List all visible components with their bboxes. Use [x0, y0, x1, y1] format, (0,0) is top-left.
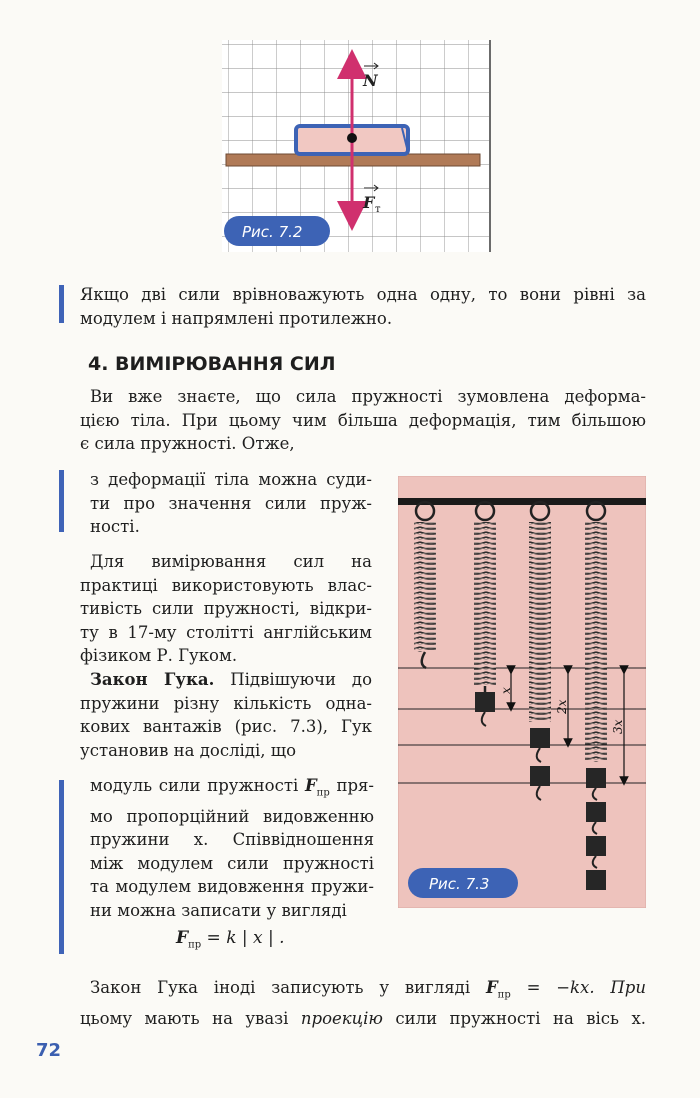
note-accent-bar	[59, 470, 64, 532]
measurement-line: тивість сили пружності, відкри-	[80, 599, 372, 618]
closing-subscript: пр	[497, 989, 511, 1001]
center-point	[347, 133, 357, 143]
svg-text:F: F	[363, 193, 375, 212]
measurement-line: ту в 17-му столітті англійським	[80, 622, 372, 642]
rule-line: модулем і напрямлені протилежно.	[80, 308, 393, 328]
law-line: між модулем сили пружності	[90, 853, 374, 873]
figure-7-3-caption: Рис. 7.3	[429, 875, 490, 893]
hooke-formula	[176, 928, 285, 950]
closing-paragraph	[80, 976, 646, 1030]
law-line: пря-	[336, 776, 374, 795]
note-line: з деформації тіла можна суди-	[90, 470, 372, 489]
hooke-line: пружини різну кількість одна-	[80, 693, 372, 713]
measurement-paragraph	[80, 550, 372, 668]
figure-7-3	[398, 476, 646, 908]
law-line: ни можна записати у вигляді	[90, 900, 347, 920]
intro-paragraph	[80, 385, 646, 456]
rule-accent-bar	[59, 285, 64, 323]
law-line: пружини x. Співвідношення	[90, 830, 374, 850]
hooke-title: Закон Гука.	[90, 670, 215, 689]
closing-line: цьому мають на увазі	[80, 1008, 289, 1028]
law-line: та модулем видовження пружи-	[90, 877, 374, 897]
closing-line: сили пружності на вісь x.	[395, 1008, 647, 1028]
closing-equation: = −kx. При	[510, 978, 646, 997]
law-line: мо пропорційний видовженню	[90, 806, 374, 826]
support-rod	[398, 498, 646, 505]
measurement-line: Для вимірювання сил на	[90, 552, 372, 571]
note-line: ти про значення сили пруж-	[90, 493, 372, 513]
figure-7-2-caption: Рис. 7.2	[242, 223, 303, 241]
intro-line: Ви вже знаєте, що сила пружності зумовлена деформа-	[90, 387, 646, 406]
closing-line: Закон Гука іноді записують у вигляді	[90, 978, 471, 997]
deformation-note	[90, 468, 372, 539]
formula-subscript: пр	[188, 939, 202, 951]
law-statement	[90, 774, 374, 922]
spring-2	[474, 502, 496, 726]
measurement-line: фізиком Р. Гуком.	[80, 646, 238, 665]
formula-f: F	[176, 928, 189, 948]
symbol-f: F	[304, 776, 317, 795]
closing-emphasis: проекцію	[300, 1008, 383, 1028]
svg-text:т: т	[375, 204, 381, 215]
svg-text:2x: 2x	[555, 699, 569, 714]
formula-body: = k | x | .	[201, 928, 285, 948]
measurement-line: практиці використовують влас-	[80, 575, 372, 595]
svg-text:N: N	[363, 71, 378, 90]
balance-rule	[80, 283, 646, 330]
law-accent-bar	[59, 780, 64, 954]
closing-f: F	[485, 978, 498, 997]
hooke-line: кових вантажів (рис. 7.3), Гук	[80, 717, 372, 736]
law-line: модуль сили пружності	[90, 776, 299, 795]
hooke-line: установив на досліді, що	[80, 740, 297, 760]
svg-text:x: x	[499, 687, 513, 694]
svg-text:3x: 3x	[611, 719, 625, 734]
rule-line: Якщо дві сили врівноважують одна одну, то вони рівні за	[80, 285, 646, 304]
intro-line: цією тіла. При цьому чим більша деформація, тим більшою	[80, 410, 646, 430]
note-line: ності.	[90, 517, 140, 536]
page-number: 72	[36, 1040, 62, 1061]
figure-7-2	[222, 40, 492, 252]
symbol-subscript: пр	[316, 787, 330, 799]
spring-1	[414, 502, 436, 668]
hooke-line: Підвішуючи до	[230, 670, 372, 689]
section-heading: 4. ВИМІРЮВАННЯ СИЛ	[88, 353, 336, 375]
hooke-paragraph	[80, 668, 372, 762]
intro-line: є сила пружності. Отже,	[80, 434, 295, 453]
